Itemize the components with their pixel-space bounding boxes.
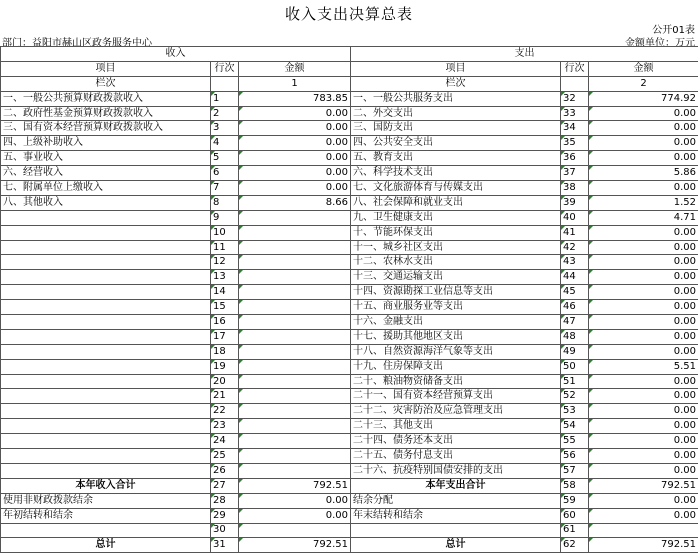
page-title: 收入支出决算总表 <box>0 3 698 24</box>
income-amount-cell: 0.00 <box>239 106 351 121</box>
expense-line-cell: 47 <box>561 315 589 330</box>
expense-line-cell: 57 <box>561 463 589 478</box>
expense-index-number: 2 <box>589 76 698 91</box>
table-row <box>1 91 698 106</box>
income-amount-cell: 792.51 <box>239 538 351 553</box>
income-line-cell: 23 <box>211 419 239 434</box>
table-row <box>1 106 698 121</box>
expense-amount-cell: 0.00 <box>589 285 698 300</box>
expense-amount-cell: 0.00 <box>589 449 698 464</box>
expense-line-cell: 38 <box>561 181 589 196</box>
expense-line-cell: 34 <box>561 121 589 136</box>
column-index-row <box>1 76 698 91</box>
expense-line-cell: 36 <box>561 151 589 166</box>
table-row <box>1 419 698 434</box>
income-line-cell: 25 <box>211 449 239 464</box>
expense-line-cell: 53 <box>561 404 589 419</box>
table-row <box>1 315 698 330</box>
expense-amount-cell: 1.52 <box>589 195 698 210</box>
income-line-cell: 30 <box>211 523 239 538</box>
expense-item-cell: 十五、商业服务业等支出 <box>351 300 561 315</box>
income-amount-cell <box>239 255 351 270</box>
income-item-cell <box>1 285 211 300</box>
income-item-cell <box>1 225 211 240</box>
income-line-cell: 26 <box>211 463 239 478</box>
income-line-cell: 4 <box>211 136 239 151</box>
expense-item-cell: 结余分配 <box>351 493 561 508</box>
table-row <box>1 329 698 344</box>
income-amount-header: 金额 <box>239 61 351 76</box>
expense-amount-cell: 0.00 <box>589 374 698 389</box>
expense-item-cell: 六、科学技术支出 <box>351 166 561 181</box>
table-row <box>1 463 698 478</box>
expense-amount-cell: 5.51 <box>589 359 698 374</box>
expense-amount-cell: 0.00 <box>589 404 698 419</box>
expense-index-line <box>561 76 589 91</box>
expense-amount-cell: 0.00 <box>589 151 698 166</box>
income-amount-cell <box>239 449 351 464</box>
expense-line-cell: 32 <box>561 91 589 106</box>
income-line-cell: 13 <box>211 270 239 285</box>
income-item-cell: 使用非财政拨款结余 <box>1 493 211 508</box>
expense-item-cell: 总计 <box>351 538 561 553</box>
income-item-cell <box>1 449 211 464</box>
expense-line-cell: 48 <box>561 329 589 344</box>
expense-amount-cell: 0.00 <box>589 121 698 136</box>
income-item-cell <box>1 523 211 538</box>
table-row <box>1 434 698 449</box>
expense-item-cell: 十六、金融支出 <box>351 315 561 330</box>
expense-amount-cell: 0.00 <box>589 255 698 270</box>
expense-item-header: 项目 <box>351 61 561 76</box>
expense-amount-cell: 774.92 <box>589 91 698 106</box>
expense-item-cell: 十、节能环保支出 <box>351 225 561 240</box>
table-row <box>1 240 698 255</box>
table-row <box>1 121 698 136</box>
income-line-cell: 21 <box>211 389 239 404</box>
expense-item-cell <box>351 523 561 538</box>
expense-amount-cell: 0.00 <box>589 419 698 434</box>
income-item-cell <box>1 419 211 434</box>
expense-item-cell: 二十三、其他支出 <box>351 419 561 434</box>
income-amount-cell: 0.00 <box>239 136 351 151</box>
table-row <box>1 210 698 225</box>
form-code: 公开01表 <box>652 21 695 36</box>
income-line-cell: 29 <box>211 508 239 523</box>
expense-line-cell: 59 <box>561 493 589 508</box>
income-expense-table <box>0 46 698 553</box>
income-index-number: 1 <box>239 76 351 91</box>
expense-item-cell: 二十六、抗疫特别国债安排的支出 <box>351 463 561 478</box>
income-item-cell: 四、上级补助收入 <box>1 136 211 151</box>
income-amount-cell <box>239 434 351 449</box>
table-row <box>1 404 698 419</box>
table-row <box>1 166 698 181</box>
income-amount-cell <box>239 389 351 404</box>
table-row <box>1 151 698 166</box>
income-amount-cell <box>239 344 351 359</box>
income-item-cell: 本年收入合计 <box>1 478 211 493</box>
income-line-cell: 19 <box>211 359 239 374</box>
income-item-cell: 六、经营收入 <box>1 166 211 181</box>
expense-amount-cell: 0.00 <box>589 136 698 151</box>
table-row <box>1 300 698 315</box>
expense-line-cell: 58 <box>561 478 589 493</box>
income-item-cell <box>1 404 211 419</box>
table-row <box>1 285 698 300</box>
expense-item-cell: 四、公共安全支出 <box>351 136 561 151</box>
income-line-cell: 12 <box>211 255 239 270</box>
income-item-header: 项目 <box>1 61 211 76</box>
expense-line-cell: 46 <box>561 300 589 315</box>
income-line-cell: 15 <box>211 300 239 315</box>
income-line-cell: 16 <box>211 315 239 330</box>
expense-item-cell: 八、社会保障和就业支出 <box>351 195 561 210</box>
expense-amount-header: 金额 <box>589 61 698 76</box>
expense-line-cell: 42 <box>561 240 589 255</box>
expense-amount-cell: 0.00 <box>589 225 698 240</box>
income-amount-cell <box>239 240 351 255</box>
income-line-cell: 6 <box>211 166 239 181</box>
income-item-cell <box>1 240 211 255</box>
expense-item-cell: 十二、农林水支出 <box>351 255 561 270</box>
income-item-cell: 七、附属单位上缴收入 <box>1 181 211 196</box>
table-row <box>1 195 698 210</box>
income-item-cell <box>1 374 211 389</box>
income-line-cell: 20 <box>211 374 239 389</box>
income-amount-cell: 0.00 <box>239 493 351 508</box>
expense-line-cell: 54 <box>561 419 589 434</box>
expense-line-cell: 37 <box>561 166 589 181</box>
expense-line-cell: 56 <box>561 449 589 464</box>
income-line-cell: 1 <box>211 91 239 106</box>
income-amount-cell <box>239 419 351 434</box>
expense-amount-cell: 5.86 <box>589 166 698 181</box>
income-item-cell <box>1 300 211 315</box>
expense-item-cell: 二十四、债务还本支出 <box>351 434 561 449</box>
expense-amount-cell: 792.51 <box>589 478 698 493</box>
expense-item-cell: 二十、粮油物资储备支出 <box>351 374 561 389</box>
income-amount-cell: 0.00 <box>239 166 351 181</box>
expense-item-cell: 三、国防支出 <box>351 121 561 136</box>
expense-item-cell: 十一、城乡社区支出 <box>351 240 561 255</box>
income-line-cell: 10 <box>211 225 239 240</box>
expense-amount-cell: 0.00 <box>589 329 698 344</box>
income-item-cell <box>1 210 211 225</box>
expense-amount-cell: 0.00 <box>589 434 698 449</box>
income-amount-cell: 0.00 <box>239 181 351 196</box>
income-line-cell: 3 <box>211 121 239 136</box>
income-line-cell: 24 <box>211 434 239 449</box>
table-row <box>1 449 698 464</box>
expense-amount-cell <box>589 523 698 538</box>
expense-line-cell: 40 <box>561 210 589 225</box>
income-item-cell: 一、一般公共预算财政拨款收入 <box>1 91 211 106</box>
expense-item-cell: 年末结转和结余 <box>351 508 561 523</box>
expense-amount-cell: 0.00 <box>589 463 698 478</box>
expense-line-cell: 62 <box>561 538 589 553</box>
income-item-cell <box>1 329 211 344</box>
income-line-cell: 9 <box>211 210 239 225</box>
expense-line-cell: 35 <box>561 136 589 151</box>
income-section-header: 收入 <box>1 47 351 62</box>
income-amount-cell: 8.66 <box>239 195 351 210</box>
expense-item-cell: 二十二、灾害防治及应急管理支出 <box>351 404 561 419</box>
expense-amount-cell: 0.00 <box>589 181 698 196</box>
income-item-cell <box>1 315 211 330</box>
income-amount-cell: 0.00 <box>239 121 351 136</box>
expense-line-cell: 39 <box>561 195 589 210</box>
table-row <box>1 508 698 523</box>
income-line-cell: 2 <box>211 106 239 121</box>
table-row <box>1 523 698 538</box>
income-line-cell: 11 <box>211 240 239 255</box>
table-row <box>1 359 698 374</box>
expense-line-cell: 44 <box>561 270 589 285</box>
expense-item-cell: 十七、援助其他地区支出 <box>351 329 561 344</box>
income-item-cell: 年初结转和结余 <box>1 508 211 523</box>
expense-item-cell: 七、文化旅游体育与传媒支出 <box>351 181 561 196</box>
expense-line-cell: 41 <box>561 225 589 240</box>
expense-line-cell: 49 <box>561 344 589 359</box>
expense-amount-cell: 0.00 <box>589 344 698 359</box>
expense-line-cell: 61 <box>561 523 589 538</box>
expense-line-cell: 52 <box>561 389 589 404</box>
expense-line-header: 行次 <box>561 61 589 76</box>
income-amount-cell <box>239 359 351 374</box>
income-line-cell: 22 <box>211 404 239 419</box>
table-row <box>1 344 698 359</box>
expense-amount-cell: 0.00 <box>589 270 698 285</box>
income-item-cell <box>1 389 211 404</box>
table-row <box>1 478 698 493</box>
income-amount-cell <box>239 300 351 315</box>
expense-index-label: 栏次 <box>351 76 561 91</box>
income-line-cell: 8 <box>211 195 239 210</box>
expense-item-cell: 一、一般公共服务支出 <box>351 91 561 106</box>
income-item-cell: 三、国有资本经营预算财政拨款收入 <box>1 121 211 136</box>
expense-section-header: 支出 <box>351 47 698 62</box>
column-header-row <box>1 61 698 76</box>
table-row <box>1 181 698 196</box>
income-item-cell: 总计 <box>1 538 211 553</box>
table-row <box>1 270 698 285</box>
income-item-cell <box>1 463 211 478</box>
expense-amount-cell: 4.71 <box>589 210 698 225</box>
income-item-cell <box>1 344 211 359</box>
expense-item-cell: 十三、交通运输支出 <box>351 270 561 285</box>
expense-item-cell: 二、外交支出 <box>351 106 561 121</box>
income-amount-cell <box>239 285 351 300</box>
income-amount-cell <box>239 329 351 344</box>
income-line-cell: 17 <box>211 329 239 344</box>
income-item-cell <box>1 434 211 449</box>
income-amount-cell <box>239 210 351 225</box>
expense-amount-cell: 0.00 <box>589 300 698 315</box>
income-item-cell: 五、事业收入 <box>1 151 211 166</box>
income-line-cell: 7 <box>211 181 239 196</box>
expense-item-cell: 十八、自然资源海洋气象等支出 <box>351 344 561 359</box>
expense-amount-cell: 792.51 <box>589 538 698 553</box>
income-item-cell <box>1 270 211 285</box>
income-amount-cell <box>239 463 351 478</box>
table-row <box>1 225 698 240</box>
table-row <box>1 374 698 389</box>
expense-item-cell: 二十五、债务付息支出 <box>351 449 561 464</box>
expense-amount-cell: 0.00 <box>589 240 698 255</box>
income-item-cell: 八、其他收入 <box>1 195 211 210</box>
income-item-cell <box>1 255 211 270</box>
income-line-cell: 31 <box>211 538 239 553</box>
expense-amount-cell: 0.00 <box>589 106 698 121</box>
expense-line-cell: 55 <box>561 434 589 449</box>
expense-item-cell: 五、教育支出 <box>351 151 561 166</box>
income-amount-cell <box>239 404 351 419</box>
expense-amount-cell: 0.00 <box>589 389 698 404</box>
income-amount-cell <box>239 225 351 240</box>
expense-item-cell: 本年支出合计 <box>351 478 561 493</box>
table-row <box>1 255 698 270</box>
expense-amount-cell: 0.00 <box>589 493 698 508</box>
table-row <box>1 136 698 151</box>
income-index-label: 栏次 <box>1 76 211 91</box>
expense-item-cell: 二十一、国有资本经营预算支出 <box>351 389 561 404</box>
amount-unit-label: 金额单位：万元 <box>625 34 695 49</box>
income-item-cell <box>1 359 211 374</box>
income-line-cell: 18 <box>211 344 239 359</box>
section-header-row <box>1 47 698 62</box>
income-amount-cell: 792.51 <box>239 478 351 493</box>
expense-line-cell: 50 <box>561 359 589 374</box>
income-line-cell: 14 <box>211 285 239 300</box>
income-amount-cell: 783.85 <box>239 91 351 106</box>
expense-item-cell: 十四、资源勘探工业信息等支出 <box>351 285 561 300</box>
income-amount-cell <box>239 270 351 285</box>
expense-item-cell: 九、卫生健康支出 <box>351 210 561 225</box>
income-amount-cell <box>239 315 351 330</box>
expense-line-cell: 43 <box>561 255 589 270</box>
table-row <box>1 493 698 508</box>
table-row <box>1 389 698 404</box>
expense-line-cell: 33 <box>561 106 589 121</box>
income-line-header: 行次 <box>211 61 239 76</box>
income-line-cell: 5 <box>211 151 239 166</box>
income-line-cell: 28 <box>211 493 239 508</box>
expense-amount-cell: 0.00 <box>589 315 698 330</box>
expense-line-cell: 45 <box>561 285 589 300</box>
income-amount-cell <box>239 523 351 538</box>
income-line-cell: 27 <box>211 478 239 493</box>
expense-line-cell: 51 <box>561 374 589 389</box>
income-index-line <box>211 76 239 91</box>
income-amount-cell: 0.00 <box>239 151 351 166</box>
income-amount-cell: 0.00 <box>239 508 351 523</box>
income-item-cell: 二、政府性基金预算财政拨款收入 <box>1 106 211 121</box>
department-label: 部门：益阳市赫山区政务服务中心 <box>2 34 152 49</box>
expense-line-cell: 60 <box>561 508 589 523</box>
expense-amount-cell: 0.00 <box>589 508 698 523</box>
income-amount-cell <box>239 374 351 389</box>
expense-item-cell: 十九、住房保障支出 <box>351 359 561 374</box>
